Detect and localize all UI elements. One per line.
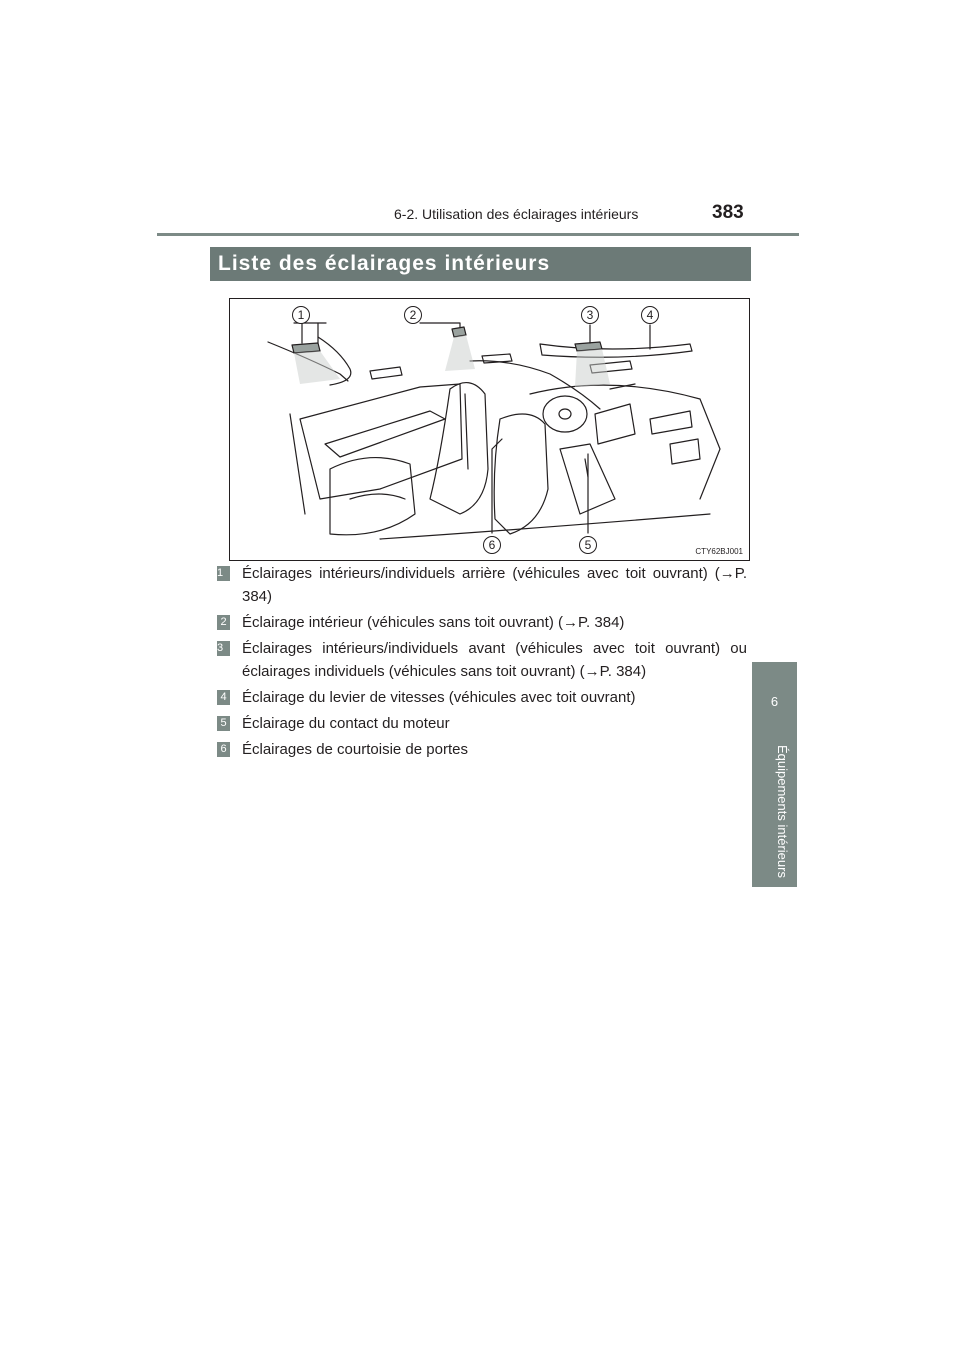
item-number-badge: 6: [217, 742, 230, 757]
list-item: [217, 738, 747, 761]
list-item: [217, 686, 747, 709]
callout-2: 2: [404, 306, 422, 324]
item-number-badge: 4: [217, 690, 230, 705]
item-text: Éclairage du levier de vitesses (véhicules avec toit ouvrant): [242, 689, 636, 706]
running-header-section: 6-2. Utilisation des éclairages intérieurs: [394, 206, 639, 222]
item-number-badge: 1: [217, 566, 230, 581]
list-item: [217, 611, 747, 634]
item-text: Éclairage intérieur (véhicules sans toit ouvrant) (→P. 384): [242, 614, 625, 631]
lights-list: [217, 562, 747, 764]
item-number-badge: 3: [217, 641, 230, 656]
item-text: Éclairages intérieurs/individuels avant (véhicules avec toit ouvrant) ou éclairages individuels (véhicules sans toit ouvrant) (→P. 384): [242, 640, 747, 680]
item-number-badge: 5: [217, 716, 230, 731]
figure-code: CTY62BJ001: [695, 547, 743, 556]
section-title: Liste des éclairages intérieurs: [218, 252, 551, 275]
callout-1: 1: [292, 306, 310, 324]
item-text: Éclairage du contact du moteur: [242, 715, 450, 732]
list-item: [217, 637, 747, 683]
callout-4: 4: [641, 306, 659, 324]
item-text: Éclairages de courtoisie de portes: [242, 741, 468, 758]
item-number-badge: 2: [217, 615, 230, 630]
list-item: [217, 562, 747, 608]
section-title-bar: [210, 247, 751, 281]
callout-3: 3: [581, 306, 599, 324]
chapter-tab-title: Équipements intérieurs: [775, 745, 790, 878]
header-divider: [157, 233, 799, 236]
list-item: [217, 712, 747, 735]
page-number: 383: [712, 202, 744, 223]
callout-5: 5: [579, 536, 597, 554]
interior-lights-illustration: [229, 298, 750, 561]
item-text: Éclairages intérieurs/individuels arrière (véhicules avec toit ouvrant) (→P. 384): [242, 565, 747, 605]
chapter-tab-number: 6: [770, 694, 779, 709]
callout-6: 6: [483, 536, 501, 554]
car-interior-drawing: [230, 299, 751, 562]
